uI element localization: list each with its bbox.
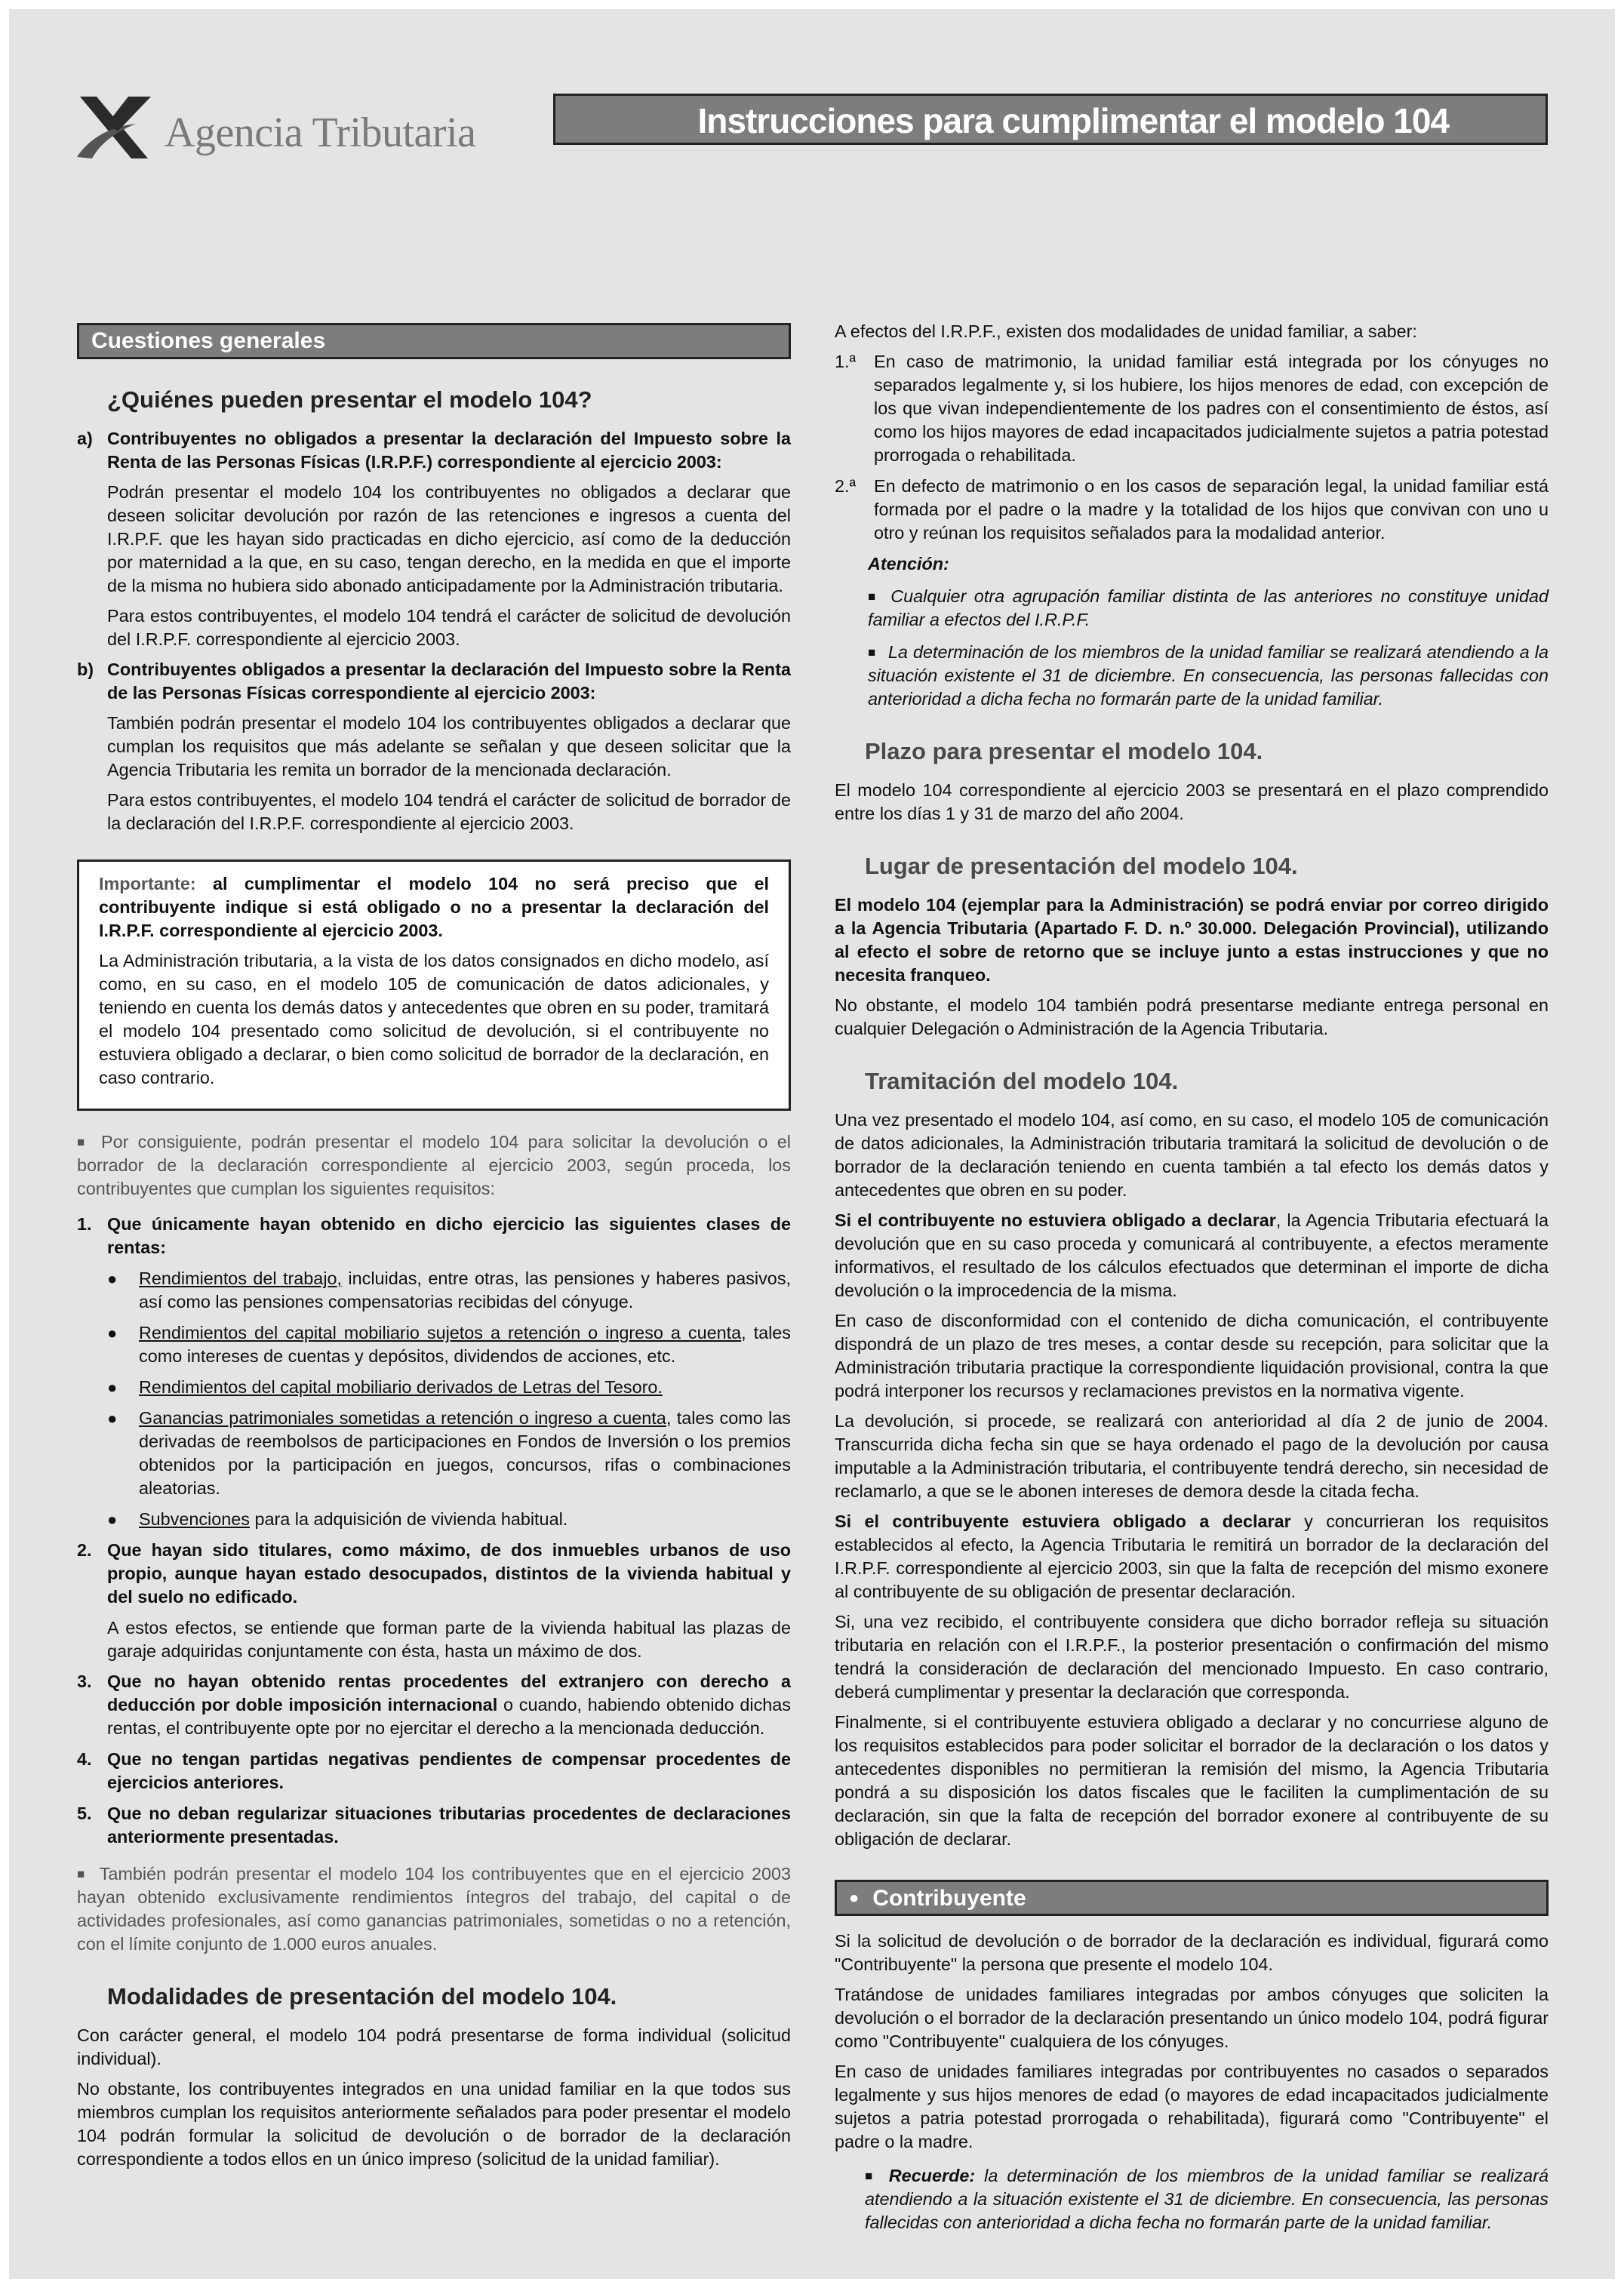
round-bullet-icon: ● bbox=[107, 1510, 118, 1529]
tramitacion-paragraph-1: Una vez presentado el modelo 104, así como, en su caso, el modelo 105 de comunicación de datos adicionales, la Administración tributaria tramitará la solicitud de devolución o de borrador de la declaración teniendo en cuenta también a tal efecto los demás datos y antecedentes que obren en su poder. bbox=[835, 1110, 1549, 1200]
square-bullet-icon: ■ bbox=[865, 2169, 877, 2183]
requirement-5-marker: 5. bbox=[77, 1804, 92, 1823]
modalidades-paragraph-2: No obstante, los contribuyentes integrados en una unidad familiar en la que todos sus miembros cumplan los requisitos anteriormente señalados para poder presentar el modelo 104 podrán formular la solicitud de devolución o de borrador de la declaración correspondiente a todos ellos en un único impreso (solicitud de la unidad familiar). bbox=[77, 2079, 791, 2169]
item-b-paragraph-1: También podrán presentar el modelo 104 los contribuyentes obligados a declarar que cumplan los requisitos que más adelante se señalan y que deseen solicitar que la Agencia Tributaria les remita un borrador de la mencionada declaración. bbox=[107, 713, 791, 780]
income-item-4-text: , tales como las derivadas de reembolsos de participaciones en Fondos de Inversión o los premios obtenidos por la participación en juegos, concursos, rifas o combinaciones aleatorias. bbox=[139, 1408, 791, 1498]
square-bullet-icon: ■ bbox=[77, 1135, 90, 1149]
contribuyente-paragraph-3: En caso de unidades familiares integradas por contribuyentes no casados o separados legalmente y sus hijos menores de edad (o mayores de edad incapacitados judicialmente sujetos a patria potestad prorrogada o rehabilitada), figurará como "Contribuyente" el padre o la madre. bbox=[835, 2062, 1549, 2151]
tramitacion-paragraph-5 bbox=[835, 1510, 1549, 1604]
attention-item-1-text: Cualquier otra agrupación familiar distinta de las anteriores no constituye unidad familiar a efectos del I.R.P.F. bbox=[868, 586, 1549, 629]
lugar-paragraph: No obstante, el modelo 104 también podrá presentarse mediante entrega personal en cualquier Delegación o Administración de la Agencia Tributaria. bbox=[835, 995, 1549, 1038]
requirement-2-text: Que hayan sido titulares, como máximo, de dos inmuebles urbanos de uso propio, aunque hayan estado desocupados, distintos de la vivienda habitual y del suelo no edificado. bbox=[107, 1540, 791, 1607]
square-bullet-icon: ■ bbox=[868, 589, 879, 604]
item-a-paragraph-1: Podrán presentar el modelo 104 los contribuyentes no obligados a declarar que deseen solicitar devolución por razón de las retenciones e ingresos a cuenta del I.R.P.F. que les hayan sido practicadas en dicho ejercicio, así como de la deducción por maternidad a la que, en su caso, tengan derecho, en la medida en que el importe de la misma no hubiera sido abonado anticipadamente por la Administración tributaria. bbox=[107, 482, 791, 595]
requirement-3-bold: Que no hayan obtenido rentas procedentes del extranjero con derecho a deducción por doble imposición internacional bbox=[107, 1671, 791, 1714]
agency-logo bbox=[75, 94, 483, 169]
important-label: Importante: bbox=[99, 874, 196, 893]
lugar-bold-paragraph: El modelo 104 (ejemplar para la Administración) se podrá enviar por correo dirigido a la Agencia Tributaria (Apartado F. D. n.º 30.000. Delegación Provincial), utilizando al efecto el sobre de retorno que se incluye junto a estas instrucciones y que no necesita franqueo. bbox=[835, 895, 1549, 985]
square-bullet-icon: ■ bbox=[77, 1867, 88, 1881]
section-header-contribuyente bbox=[835, 1880, 1549, 1916]
important-lead bbox=[99, 872, 769, 943]
requirement-2 bbox=[77, 1539, 791, 1609]
right-column bbox=[835, 320, 1549, 2241]
requirement-2-marker: 2. bbox=[77, 1540, 92, 1560]
consiguiente-paragraph bbox=[77, 1130, 791, 1201]
heading-plazo: Plazo para presentar el modelo 104. bbox=[865, 738, 1263, 764]
income-item-4 bbox=[107, 1407, 791, 1500]
heading-lugar: Lugar de presentación del modelo 104. bbox=[865, 853, 1298, 879]
income-item-3 bbox=[107, 1376, 791, 1399]
important-paragraph: La Administración tributaria, a la vista de los datos consignados en dicho modelo, así como, en su caso, en el modelo 105 de comunicación de datos adicionales, y teniendo en cuenta los demás datos y antecedentes que obren en su poder, tramitará el modelo 104 presentado como solicitud de devolución, si el contribuyente no estuviera obligado a declarar, o bien como solicitud de borrador de la declaración, en caso contrario. bbox=[99, 951, 769, 1087]
item-b-title: Contribuyentes obligados a presentar la declaración del Impuesto sobre la Renta de las Personas Físicas correspondiente al ejercicio 2003: bbox=[107, 660, 791, 703]
requirement-2-paragraph: A estos efectos, se entiende que forman parte de la vivienda habitual las plazas de garaje adquiridas conjuntamente con ésta, hasta un máximo de dos. bbox=[107, 1618, 791, 1661]
modalidad-1 bbox=[835, 350, 1549, 467]
recuerde-text: la determinación de los miembros de la unidad familiar se realizará atendiendo a la situación existente el 31 de diciembre. En consecuencia, las personas fallecidas con anterioridad a dicha fecha no formarán parte de la unidad familiar. bbox=[865, 2166, 1549, 2232]
modalidad-1-marker: 1.ª bbox=[835, 352, 857, 371]
tramitacion-paragraph-7: Finalmente, si el contribuyente estuviera obligado a declarar y no concurriese alguno de los requisitos establecidos para poder solicitar el borrador de la declaración o los datos y antecedentes disponibles no permitieran la remisión del mismo, la Agencia Tributaria pondrá a su disposición los datos fiscales que le faciliten la cumplimentación de su declaración, sin que la falta de recepción del borrador exonere al contribuyente de su obligación de declarar. bbox=[835, 1712, 1549, 1849]
section-header-contribuyente-label: Contribuyente bbox=[872, 1886, 1026, 1911]
round-bullet-icon: ● bbox=[107, 1324, 118, 1342]
plazo-paragraph: El modelo 104 correspondiente al ejercicio 2003 se presentará en el plazo comprendido entre los días 1 y 31 de marzo del año 2004. bbox=[835, 780, 1549, 823]
requirement-1 bbox=[77, 1213, 791, 1259]
item-a-title: Contribuyentes no obligados a presentar la declaración del Impuesto sobre la Renta de las Personas Físicas (I.R.P.F.) correspondiente al ejercicio 2003: bbox=[107, 429, 791, 472]
modalidades-paragraph-1: Con carácter general, el modelo 104 podrá presentarse de forma individual (solicitud individual). bbox=[77, 2025, 791, 2068]
section-header-cuestiones: Cuestiones generales bbox=[77, 323, 791, 359]
round-bullet-icon: ● bbox=[107, 1409, 118, 1428]
income-item-5 bbox=[107, 1508, 791, 1531]
tramitacion-2-text: , la Agencia Tributaria efectuará la devolución que en su caso proceda y comunicará al contribuyente, a efectos meramente informativos, el resultado de los cálculos efectuados que determinan el importe de dicha devolución o la improcedencia de la misma. bbox=[835, 1210, 1549, 1300]
requirement-1-text: Que únicamente hayan obtenido en dicho ejercicio las siguientes clases de rentas: bbox=[107, 1214, 791, 1257]
recuerde-label: Recuerde: bbox=[888, 2166, 976, 2185]
requirement-3-text: o cuando, habiendo obtenido dichas rentas, el contribuyente opte por no ejercitar el derecho a la mencionada deducción. bbox=[107, 1695, 791, 1738]
item-a bbox=[77, 427, 791, 474]
important-bold-text: al cumplimentar el modelo 104 no será preciso que el contribuyente indique si está obligado o no a presentar la declaración del I.R.P.F. correspondiente al ejercicio 2003. bbox=[99, 874, 769, 940]
requirement-3 bbox=[77, 1670, 791, 1740]
square-bullet-icon: ■ bbox=[868, 645, 876, 660]
unidad-familiar-intro: A efectos del I.R.P.F., existen dos modalidades de unidad familiar, a saber: bbox=[835, 321, 1417, 341]
title-banner bbox=[553, 94, 1548, 145]
contribuyente-paragraph-1: Si la solicitud de devolución o de borrador de la declaración es individual, figurará como "Contribuyente" la persona que presente el modelo 104. bbox=[835, 1931, 1549, 1974]
attention-item-1 bbox=[868, 585, 1549, 632]
heading-quienes: ¿Quiénes pueden presentar el modelo 104? bbox=[107, 386, 592, 413]
requirement-4-marker: 4. bbox=[77, 1749, 92, 1769]
tambien-text: También podrán presentar el modelo 104 los contribuyentes que en el ejercicio 2003 hayan obtenido exclusivamente rendimientos íntegros del trabajo, del capital o de actividades profesionales, así como ganancias patrimoniales, sometidas o no a retención, con el límite conjunto de 1.000 euros anuales. bbox=[77, 1864, 791, 1954]
consiguiente-text: Por consiguiente, podrán presentar el modelo 104 para solicitar la devolución o el borrador de la declaración correspondiente al ejercicio 2003, según proceda, los contribuyentes que cumplan los siguientes requisitos: bbox=[77, 1132, 791, 1198]
requirement-3-marker: 3. bbox=[77, 1671, 92, 1691]
page-title: Instrucciones para cumplimentar el modelo 104 bbox=[697, 101, 1449, 140]
round-bullet-icon: ● bbox=[107, 1269, 118, 1288]
income-item-4-underlined: Ganancias patrimoniales sometidas a retención o ingreso a cuenta bbox=[139, 1408, 666, 1428]
attention-item-2-text: La determinación de los miembros de la unidad familiar se realizará atendiendo a la situación existente el 31 de diciembre. En consecuencia, las personas fallecidas con anterioridad a dicha fecha no formarán parte de la unidad familiar. bbox=[868, 642, 1549, 709]
income-item-5-text: para la adquisición de vivienda habitual. bbox=[249, 1509, 568, 1529]
attention-block bbox=[835, 552, 1549, 711]
requirement-5-text: Que no deban regularizar situaciones tributarias procedentes de declaraciones anteriormente presentadas. bbox=[107, 1804, 791, 1847]
attention-label: Atención: bbox=[868, 554, 949, 574]
item-b-paragraph-2: Para estos contribuyentes, el modelo 104 tendrá el carácter de solicitud de borrador de la declaración del I.R.P.F. correspondiente al ejercicio 2003. bbox=[107, 790, 791, 833]
tramitacion-2-bold: Si el contribuyente no estuviera obligado a declarar bbox=[835, 1210, 1276, 1230]
income-item-2 bbox=[107, 1321, 791, 1368]
round-bullet-icon: ● bbox=[849, 1888, 860, 1907]
contribuyente-paragraph-2: Tratándose de unidades familiares integradas por ambos cónyuges que soliciten la devolución o el borrador de la declaración presentando un único modelo 104, podrá figurar como "Contribuyente" cualquiera de los cónyuges. bbox=[835, 1985, 1549, 2051]
item-b-marker: b) bbox=[77, 660, 94, 679]
income-item-2-underlined: Rendimientos del capital mobiliario sujetos a retención o ingreso a cuenta bbox=[139, 1323, 742, 1342]
round-bullet-icon: ● bbox=[107, 1378, 118, 1397]
recuerde-note bbox=[835, 2164, 1549, 2234]
income-item-5-underlined: Subvenciones bbox=[139, 1509, 250, 1529]
income-item-1-text: incluidas, entre otras, las pensiones y haberes pasivos, así como las pensiones compensatorias recibidas del cónyuge. bbox=[139, 1269, 792, 1312]
income-item-3-underlined: Rendimientos del capital mobiliario derivados de Letras del Tesoro. bbox=[139, 1377, 663, 1397]
item-a-marker: a) bbox=[77, 429, 93, 448]
income-item-1-underlined: Rendimientos del trabajo, bbox=[139, 1269, 343, 1288]
modalidad-2 bbox=[835, 475, 1549, 545]
tramitacion-paragraph-4: La devolución, si procede, se realizará con anterioridad al día 2 de junio de 2004. Transcurrida dicha fecha sin que se haya ordenado el pago de la devolución por causa imputable a la Administración tributaria, el contribuyente tendrá derecho, sin necesidad de reclamarlo, a que se le abonen intereses de demora desde la citada fecha. bbox=[835, 1411, 1549, 1501]
modalidad-2-text: En defecto de matrimonio o en los casos de separación legal, la unidad familiar está formada por el padre o la madre y la totalidad de los hijos que convivan con uno u otro y reúnan los requisitos señalados para la modalidad anterior. bbox=[874, 476, 1549, 543]
modalidad-1-text: En caso de matrimonio, la unidad familiar está integrada por los cónyuges no separados legalmente y, si los hubiere, los hijos menores de edad, con excepción de los que vivan independientemente de los padres con el consentimiento de éstos, así como los hijos mayores de edad incapacitados judicialmente sujetos a patria potestad prorrogada o rehabilitada. bbox=[874, 352, 1549, 465]
tramitacion-paragraph-2 bbox=[835, 1209, 1549, 1302]
requirement-5 bbox=[77, 1802, 791, 1849]
tambien-paragraph bbox=[77, 1862, 791, 1956]
requirement-1-marker: 1. bbox=[77, 1214, 92, 1234]
income-item-1 bbox=[107, 1267, 791, 1314]
item-a-paragraph-2: Para estos contribuyentes, el modelo 104 tendrá el carácter de solicitud de devolución del I.R.P.F. correspondiente al ejercicio 2003. bbox=[107, 606, 791, 649]
item-b bbox=[77, 658, 791, 705]
agency-logo-icon bbox=[75, 94, 158, 161]
tramitacion-5-text: y concurrieran los requisitos establecidos al efecto, la Agencia Tributaria le remitirá un borrador de la declaración del I.R.P.F. correspondiente al ejercicio 2003, sin que la falta de recepción del mismo exonere al contribuyente de su obligación de presentar declaración. bbox=[835, 1511, 1549, 1601]
important-box bbox=[77, 860, 791, 1111]
requirement-4 bbox=[77, 1748, 791, 1794]
tramitacion-5-bold: Si el contribuyente estuviera obligado a declarar bbox=[835, 1511, 1291, 1531]
income-item-2-text: , tales como intereses de cuentas y depósitos, dividendos de acciones, etc. bbox=[139, 1323, 792, 1366]
heading-tramitacion: Tramitación del modelo 104. bbox=[865, 1068, 1179, 1094]
tramitacion-paragraph-6: Si, una vez recibido, el contribuyente considera que dicho borrador refleja su situación tributaria en relación con el I.R.P.F., la posterior presentación o confirmación del mismo tendrá la consideración de declaración del mencionado Impuesto. En caso contrario, deberá cumplimentar y presentar la declaración que corresponda. bbox=[835, 1612, 1549, 1702]
page bbox=[9, 9, 1615, 2279]
logo-text: Agencia Tributaria bbox=[165, 109, 476, 156]
left-column bbox=[77, 323, 791, 2178]
attention-item-2 bbox=[868, 641, 1549, 711]
modalidad-2-marker: 2.ª bbox=[835, 476, 857, 496]
heading-modalidades: Modalidades de presentación del modelo 104. bbox=[107, 1983, 617, 2010]
tramitacion-paragraph-3: En caso de disconformidad con el contenido de dicha comunicación, el contribuyente dispondrá de un plazo de tres meses, a contar desde su recepción, para solicitar que la Administración tributaria practique la correspondiente liquidación provisional, contra la que podrá interponer los recursos y reclamaciones previstos en la normativa vigente. bbox=[835, 1311, 1549, 1401]
requirement-4-text: Que no tengan partidas negativas pendientes de compensar procedentes de ejercicios anteriores. bbox=[107, 1749, 791, 1792]
